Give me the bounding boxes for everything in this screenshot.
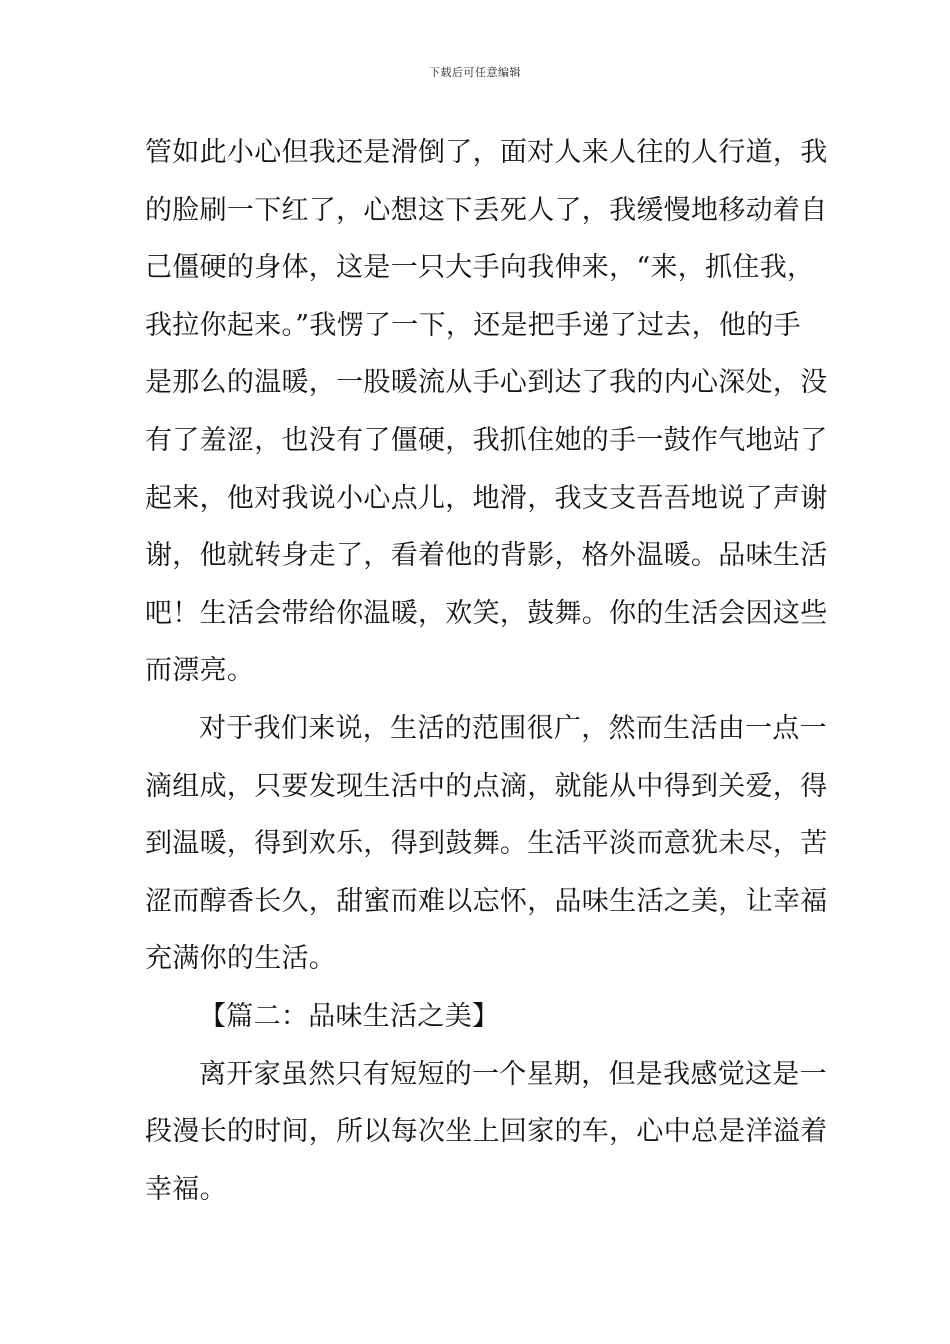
section-heading: 【篇二：品味生活之美】: [199, 1000, 500, 1032]
paragraph-start-line: 离开家虽然只有短短的一个星期，但是我感觉这是一: [199, 1058, 827, 1090]
text-line: 滴组成，只要发现生活中的点滴，就能从中得到关爱，得: [145, 770, 828, 802]
text-line: 而漂亮。: [145, 655, 255, 687]
text-line: 吧！生活会带给你温暖，欢笑，鼓舞。你的生活会因这些: [145, 597, 828, 629]
text-line: 充满你的生活。: [145, 943, 337, 975]
text-line: 己僵硬的身体，这是一只大手向我伸来，“来，抓住我，: [145, 252, 815, 284]
text-line: 的脸刷一下红了，心想这下丢死人了，我缓慢地移动着自: [145, 194, 828, 226]
text-line: 有了羞涩，也没有了僵硬，我抓住她的手一鼓作气地站了: [145, 424, 828, 456]
text-line: 段漫长的时间，所以每次坐上回家的车，心中总是洋溢着: [145, 1116, 828, 1148]
text-line: 到温暖，得到欢乐，得到鼓舞。生活平淡而意犹未尽，苦: [145, 828, 828, 860]
document-body: [145, 124, 828, 1218]
text-line: 谢，他就转身走了，看着他的背影，格外温暖。品味生活: [145, 540, 828, 572]
text-line: 是那么的温暖，一股暖流从手心到达了我的内心深处，没: [145, 367, 828, 399]
page-header: 下载后可任意编辑: [429, 66, 521, 79]
text-line: 涩而醇香长久，甜蜜而难以忘怀，品味生活之美，让幸福: [145, 885, 828, 917]
text-line: 幸福。: [145, 1173, 227, 1205]
paragraph-start-line: 对于我们来说，生活的范围很广，然而生活由一点一: [199, 712, 827, 744]
text-line: 我拉你起来。”我愣了一下，还是把手递了过去，他的手: [145, 309, 801, 341]
text-line: 起来，他对我说小心点儿，地滑，我支支吾吾地说了声谢: [145, 482, 828, 514]
text-line: 管如此小心但我还是滑倒了，面对人来人往的人行道，我: [145, 137, 828, 168]
